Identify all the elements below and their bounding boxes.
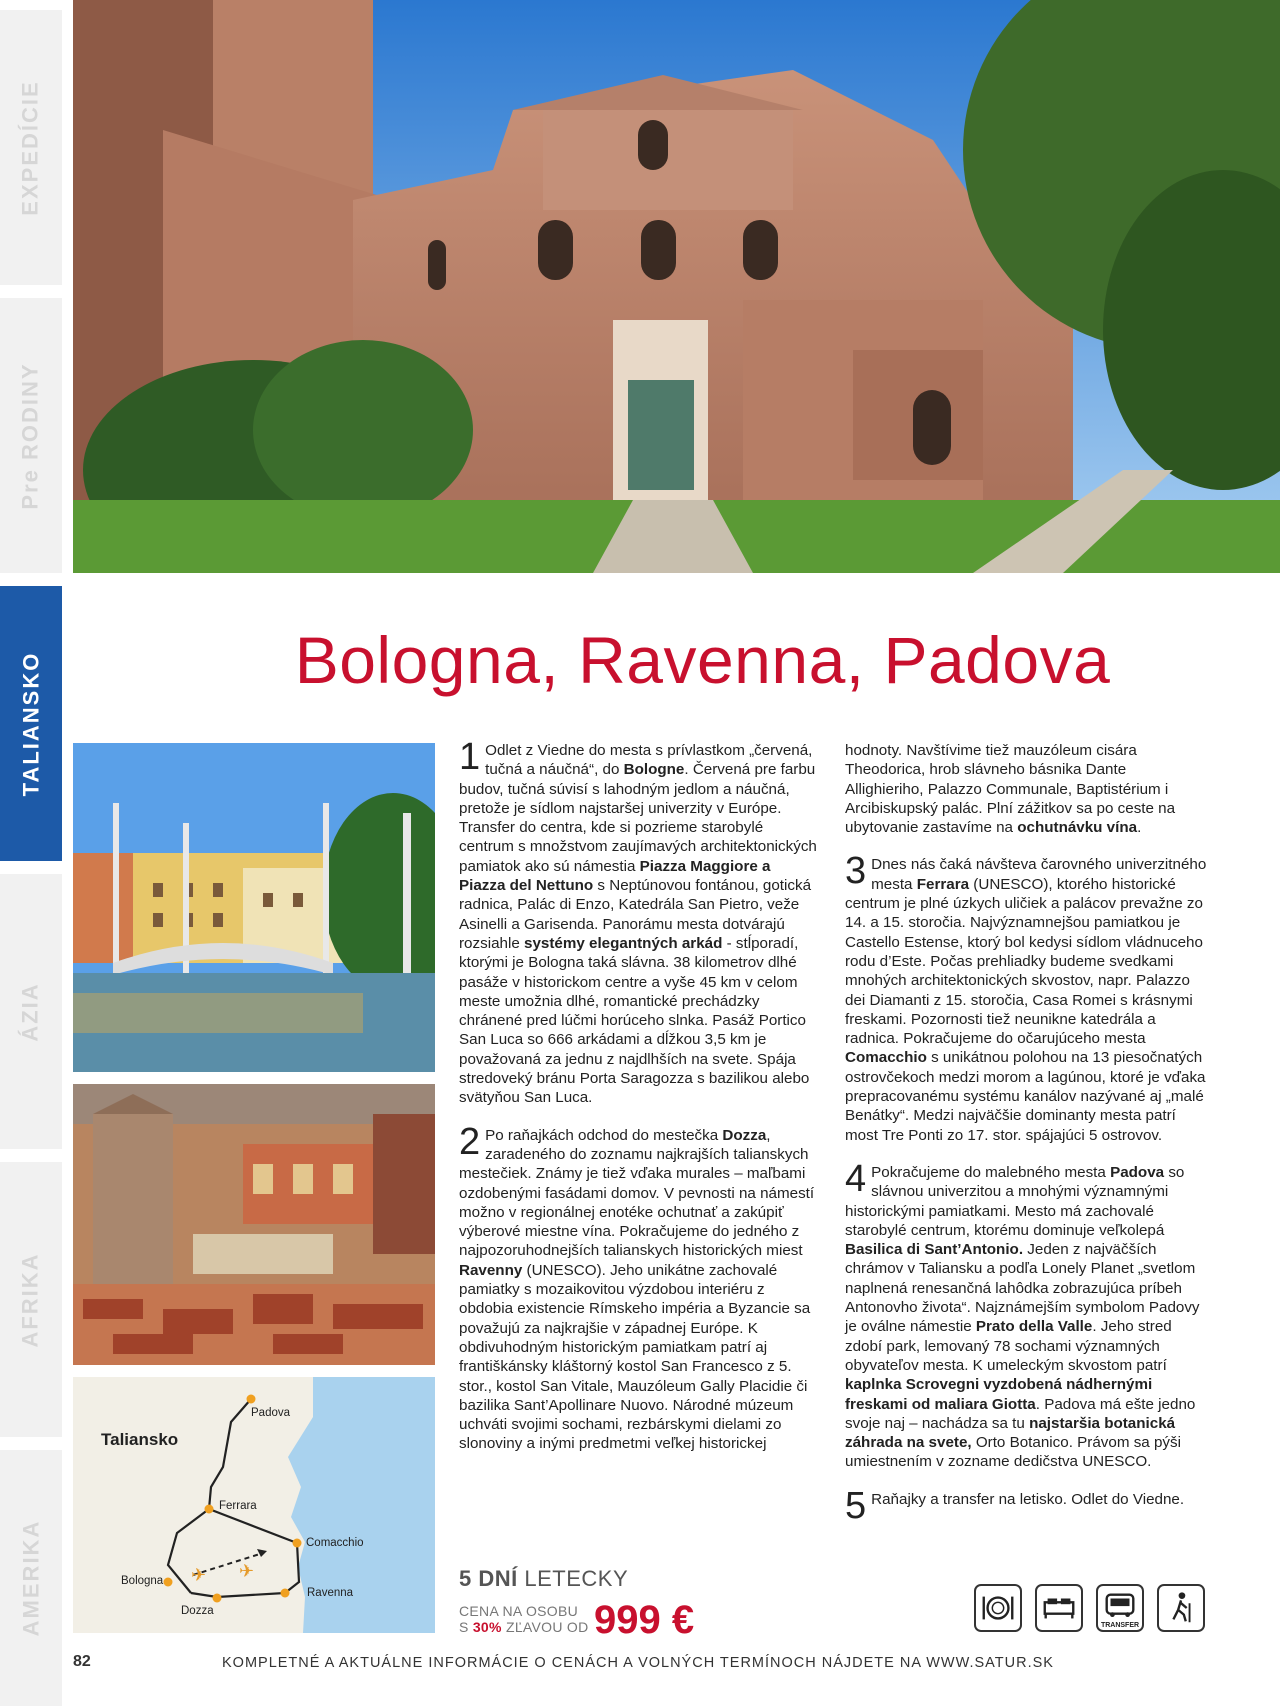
tab-taliansko[interactable]: TALIANSKO	[0, 586, 62, 861]
photo-prato-della-valle	[73, 743, 435, 1072]
itinerary-day-1	[459, 736, 821, 1108]
hiking-icon	[1157, 1584, 1205, 1632]
trip-duration: 5 DNÍ LETECKY	[459, 1566, 629, 1591]
svg-text:✈: ✈	[239, 1561, 255, 1582]
service-icons	[974, 1584, 1205, 1632]
food-icon	[974, 1584, 1022, 1632]
day-number: 4	[845, 1157, 867, 1200]
day-number: 3	[845, 850, 867, 893]
transfer-bus-icon: TRANSFER	[1096, 1584, 1144, 1632]
itinerary-column-right	[845, 741, 1207, 1527]
page-number: 82	[73, 1653, 91, 1670]
day-text: Po raňajkách odchod do mestečka Dozza, zaradeného do zoznamu najkrajších talianskych mestečiek. Známy je tiež vďaka murales – maľbami ozdobenými fasádami domov. V pevnosti na námestí možno v regionálnej enotéke ochutnať a zakúpiť výberové miestne vína. Pokračujeme do jedného z najpozoruhodnejších talianskych historických miest Ravenny (UNESCO). Jeho unikátne zachovalé pamiatky s mozaikovitou výzdobou interiéru z obdobia existencie Rímskeho impéria a Byzancie sa považujú za najkrajšie v západnej Európe. K obdivuhodným historickým pamiatkam patrí aj františkánsky kláštorný kostol San Francesco z 5. stor., kostol San Vitale, Mauzóleum Gally Placidie či bazilika Sant’Apollinare Nuovo. Národné múzeum uchváti svojimi sochami, rezbárskymi dielami zo slonoviny a inými predmetmi veľkej historickej	[459, 1126, 815, 1453]
price-value: 999 €	[594, 1598, 695, 1642]
day-text: Dnes nás čaká návšteva čarovného univerzitného mesta Ferrara (UNESCO), ktorého historické centrum je plné úzkych uličiek a palácov prevažne zo 14. a 15. storočia. Najvýznamnejšou pamiatkou je Castello Estense, ktorý bol kedysi sídlom vládnuceho rodu d’Este. Počas prehliadky budeme svedkami mnohých architektonických skvostov, napr. Palazzo dei Diamanti z 15. storočia, Casa Romei s krásnymi freskami. Pozornosti tiež neunikne katedrála a radnica. Pokračujeme do očarujúceho mesta Comacchio s unikátnou polohou na 13 piesočnatých ostrovčekoch medzi morom a lagúnou, ktoré je vďaka prepracovanému systému kanálov nazývané aj „malé Benátky“. Medzi najväčšie dominanty mesta patrí most Tre Ponti zo 17. stor. spájajúci 5 ostrovov.	[845, 856, 1207, 1144]
day-text: Odlet z Viedne do mesta s prívlastkom „červená, tučná a náučná“, do Bologne. Červená pre farbu budov, tučná súvisí s lahodným jedlom a náučná, pretože je sídlom najstaršej univerzity v Európe. Transfer do centra, kde si pozrieme starobylé centrum s množstvom zaujímavých architektonických pamiatok ako sú námestia Piazza Maggiore a Piazza del Nettuno s Neptúnovou fontánou, gotická radnica, Palác di Enzo, Katedrála San Pietro, veže Asinelli a Garisenda. Panorámu mesta dotvárajú rozsiahle systémy elegantných arkád - stĺporadí, ktorými je Bologna taká slávna. 38 kilometrov dlhé pasáže v historickom centre a vyše 45 km v celom meste umožnia dlhé, romantické prechádzky chránené pred lúčmi horúceho slnka. Pasáž Portico San Luca so 666 arkádami a dĺžkou 3,5 km je považovaná za jednu z najdlhších na svete. Spája stredoveký bránu Porta Saragozza s bazilikou alebo svätyňou San Luca.	[459, 742, 817, 1107]
route-map	[73, 1377, 435, 1633]
side-navigation	[0, 0, 62, 1706]
tab-amerika[interactable]: AMERIKA	[0, 1450, 62, 1706]
itinerary-day-4	[845, 1157, 1207, 1472]
itinerary-day-3	[845, 850, 1207, 1144]
map-city-padova: Padova	[251, 1407, 291, 1419]
svg-text:✈: ✈	[191, 1565, 207, 1586]
hero-basilica-photo	[73, 0, 1280, 573]
tab-pre-rodiny[interactable]: Pre RODINY	[0, 298, 62, 573]
day-text: Pokračujeme do malebného mesta Padova so slávnou univerzitou a mnohými významnými historickými pamiatkami. Mesto má zachovalé starobylé centrum, ktorému dominuje veľkolepá Basilica di Sant’Antonio. Jeden z najväčších chrámov v Taliansku a podľa Lonely Planet „svetlom naplnená renesančná lahôdka zobrazujúca príbeh Antonovho života“. Najznámejším symbolom Padovy je oválne námestie Prato della Valle. Jeho stred zdobí park, lemovaný 78 sochami významných obyvateľov mesta. K umeleckým skvostom patrí kaplnka Scrovegni vyzdobená nádhernými freskami od maliara Giotta. Padova má ešte jedno svoje naj – nachádza sa tu najstaršia botanická záhrada na svete, Orto Botanico. Právom sa pýši umiestnením v zozname dedičstva UNESCO.	[845, 1163, 1200, 1471]
footer-info: KOMPLETNÉ A AKTUÁLNE INFORMÁCIE O CENÁCH A VOLNÝCH TERMÍNOCH NÁJDETE NA WWW.SATUR.SK	[222, 1655, 1054, 1671]
map-city-dozza: Dozza	[181, 1605, 214, 1617]
bed-icon	[1035, 1584, 1083, 1632]
day-number: 5	[845, 1484, 867, 1527]
itinerary-column-left	[459, 736, 821, 1472]
tab-azia[interactable]: ÁZIA	[0, 874, 62, 1149]
map-city-comacchio: Comacchio	[306, 1537, 364, 1549]
day-number: 1	[459, 736, 481, 778]
map-city-ravenna: Ravenna	[307, 1587, 354, 1599]
itinerary-day-5	[845, 1484, 1207, 1527]
itinerary-day-2	[459, 1120, 821, 1454]
day-number: 2	[459, 1120, 481, 1163]
map-city-ferrara: Ferrara	[219, 1500, 257, 1512]
itinerary-day-2-continued: hodnoty. Navštívime tiež mauzóleum cisára Theodorica, hrob slávneho básnika Dante Allighieriho, Palazzo Communale, Baptistérium i Arcibiskupský palác. Plní zážitkov sa po ceste na ubytovanie zastavíme na ochutnávku vína.	[845, 742, 1176, 837]
price-caption: CENA NA OSOBU S 30% ZĽAVOU OD	[459, 1603, 589, 1635]
tab-expedicie[interactable]: EXPEDÍCIE	[0, 10, 62, 285]
day-text: Raňajky a transfer na letisko. Odlet do Viedne.	[871, 1490, 1185, 1508]
map-country-label: Taliansko	[101, 1430, 179, 1449]
tab-afrika[interactable]: AFRIKA	[0, 1162, 62, 1437]
page-title: Bologna, Ravenna, Padova	[294, 623, 1111, 697]
photo-bologna-rooftops	[73, 1084, 435, 1365]
map-city-bologna: Bologna	[121, 1575, 164, 1587]
